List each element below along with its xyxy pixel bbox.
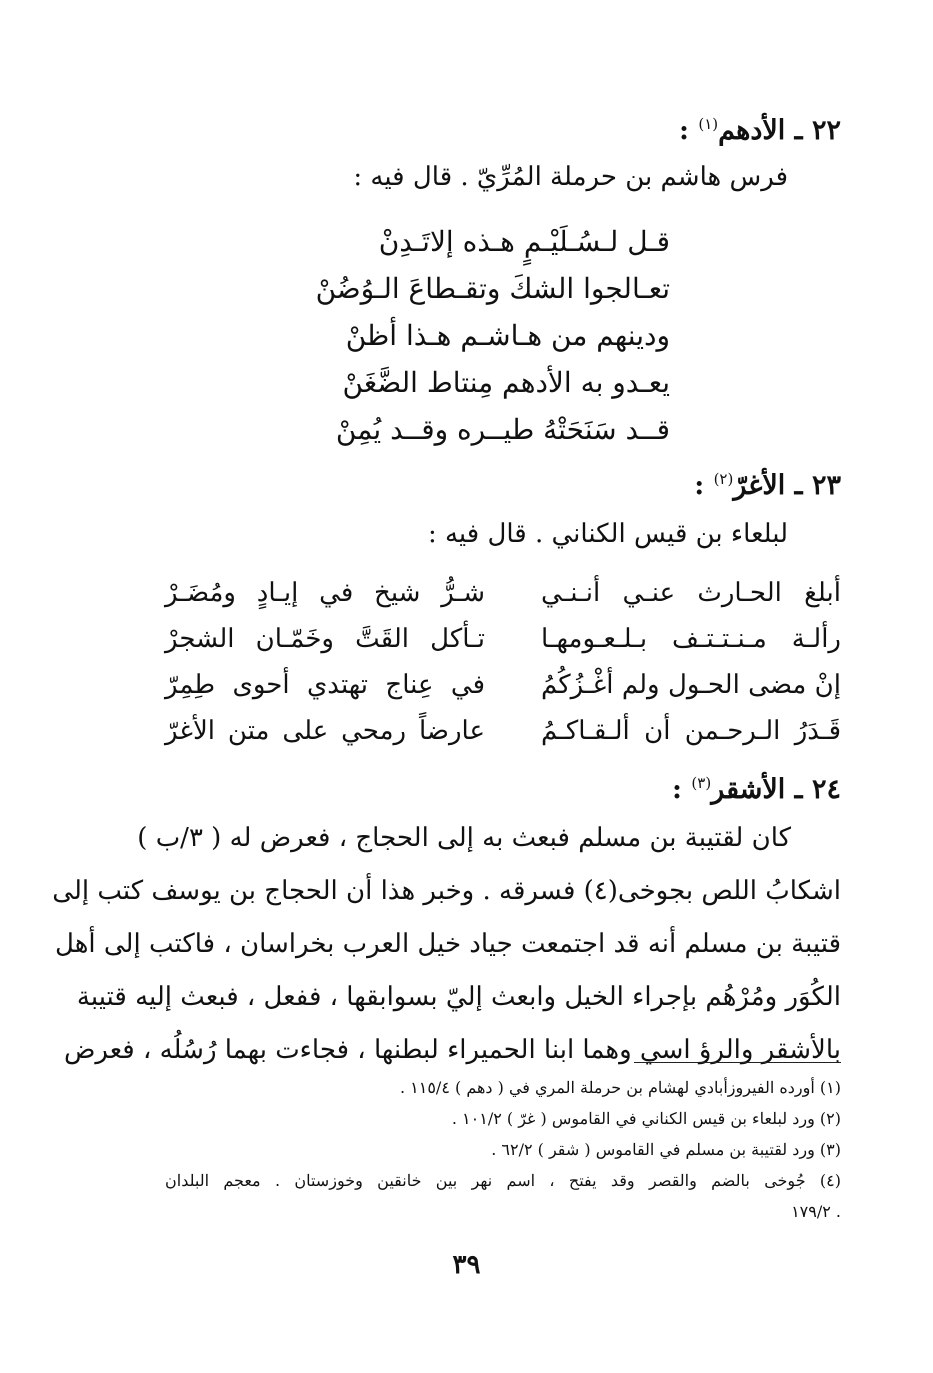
footnote-continuation: . ١٧٩/٢: [791, 1202, 841, 1221]
footnote: (٢) ورد لبلعاء بن قيس الكناني في القاموس ( غرّ ) ١٠١/٢ .: [451, 1109, 841, 1128]
footnote: (٤) جُوخى بالضم والقصر وقد يفتح ، اسم نهر بين خانقين وخوزستان . معجم البلدان: [165, 1171, 841, 1190]
heading-colon: :: [678, 115, 699, 146]
entry-title: ٢٣ ـ الأغرّ: [733, 470, 841, 501]
heading-colon: :: [672, 774, 692, 805]
footnote: (٣) ورد لقتيبة بن مسلم في القاموس ( شقر ) ٦٢/٢ .: [491, 1140, 841, 1159]
entry-heading: [672, 774, 841, 805]
entry-prose: [52, 812, 841, 1077]
verse-second-hemistich: عارضاً رمحي على متن الأغرّ: [165, 716, 485, 746]
verse-second-hemistich: تـأكل القَتَّ وخَمّـان الشجرْ: [165, 624, 485, 654]
heading-colon: :: [694, 470, 714, 501]
page-number: ٣٩: [452, 1250, 481, 1280]
verse-line: قــد سَنَحَتْهُ طيــره وقــد يُمِنْ: [335, 413, 670, 446]
footnote-reference: (٣): [691, 774, 712, 792]
verse-line: تعـالجوا الشكَ وتقـطاعَ الـوُضُنْ: [315, 272, 670, 305]
verse-line: يعـدو به الأدهم مِنتاط الضَّغَنْ: [342, 366, 670, 399]
verse-line: ودينهم من هـاشـم هـذا أظنْ: [345, 319, 670, 352]
entry-title: ٢٢ ـ الأدهم: [718, 115, 841, 146]
verse-first-hemistich: رألـة مـنـتـتـف بـلـعـومهـا: [541, 624, 841, 654]
prose-line: الكُوَر ومُرْهُم بإجراء الخيل وابعث إليّ بسوابقها ، ففعل ، فبعث إليه قتيبة: [76, 982, 841, 1012]
verse-first-hemistich: إنْ مضى الحـول ولم أغْـزُكُمُ: [541, 670, 841, 700]
entry-intro: لبلعاء بن قيس الكناني . قال فيه :: [427, 519, 788, 549]
prose-line: بالأشقر والرؤ اسي وهما ابنا الحميراء لبطنها ، فجاءت بهما رُسُلُه ، فعرض: [63, 1035, 841, 1065]
entry-heading: [694, 470, 841, 501]
footnote-reference: (١): [698, 115, 719, 133]
entry-title: ٢٤ ـ الأشقر: [711, 774, 841, 805]
prose-line: كان لقتيبة بن مسلم فبعث به إلى الحجاج ، فعرض له ( ٣/ب ): [137, 823, 791, 853]
verse-first-hemistich: قَـدَرُ الـرحـمن أن ألـقـاكـمُ: [541, 716, 841, 746]
verse-first-hemistich: أبلغ الحـارث عنـي أنـنـي: [541, 578, 841, 608]
verse-line: قـل لـسُـلَيْـمٍ هـذه إلاتَـدِنْ: [378, 225, 670, 258]
verse-second-hemistich: شـرُّ شيخ في إيـادٍ ومُضَـرْ: [165, 578, 485, 608]
verse-second-hemistich: في عِناج تهتدي أحوى طِمِرّ: [165, 670, 485, 700]
entry-intro: فرس هاشم بن حرملة المُرِّيّ . قال فيه :: [353, 162, 788, 192]
footnote: (١) أورده الفيروزأبادي لهشام بن حرملة المري في ( دهم ) ١١٥/٤ .: [399, 1078, 841, 1097]
entry-heading: [679, 115, 841, 146]
footnote-reference: (٢): [713, 470, 734, 488]
prose-line: قتيبة بن مسلم أنه قد اجتمعت جياد خيل العرب بخراسان ، فاكتب إلى أهل: [55, 929, 841, 959]
prose-line: اشكابُ اللص بجوخى(٤) فسرقه . وخبر هذا أن الحجاج بن يوسف كتب إلى: [52, 876, 841, 906]
footnote-divider: [634, 1062, 841, 1063]
